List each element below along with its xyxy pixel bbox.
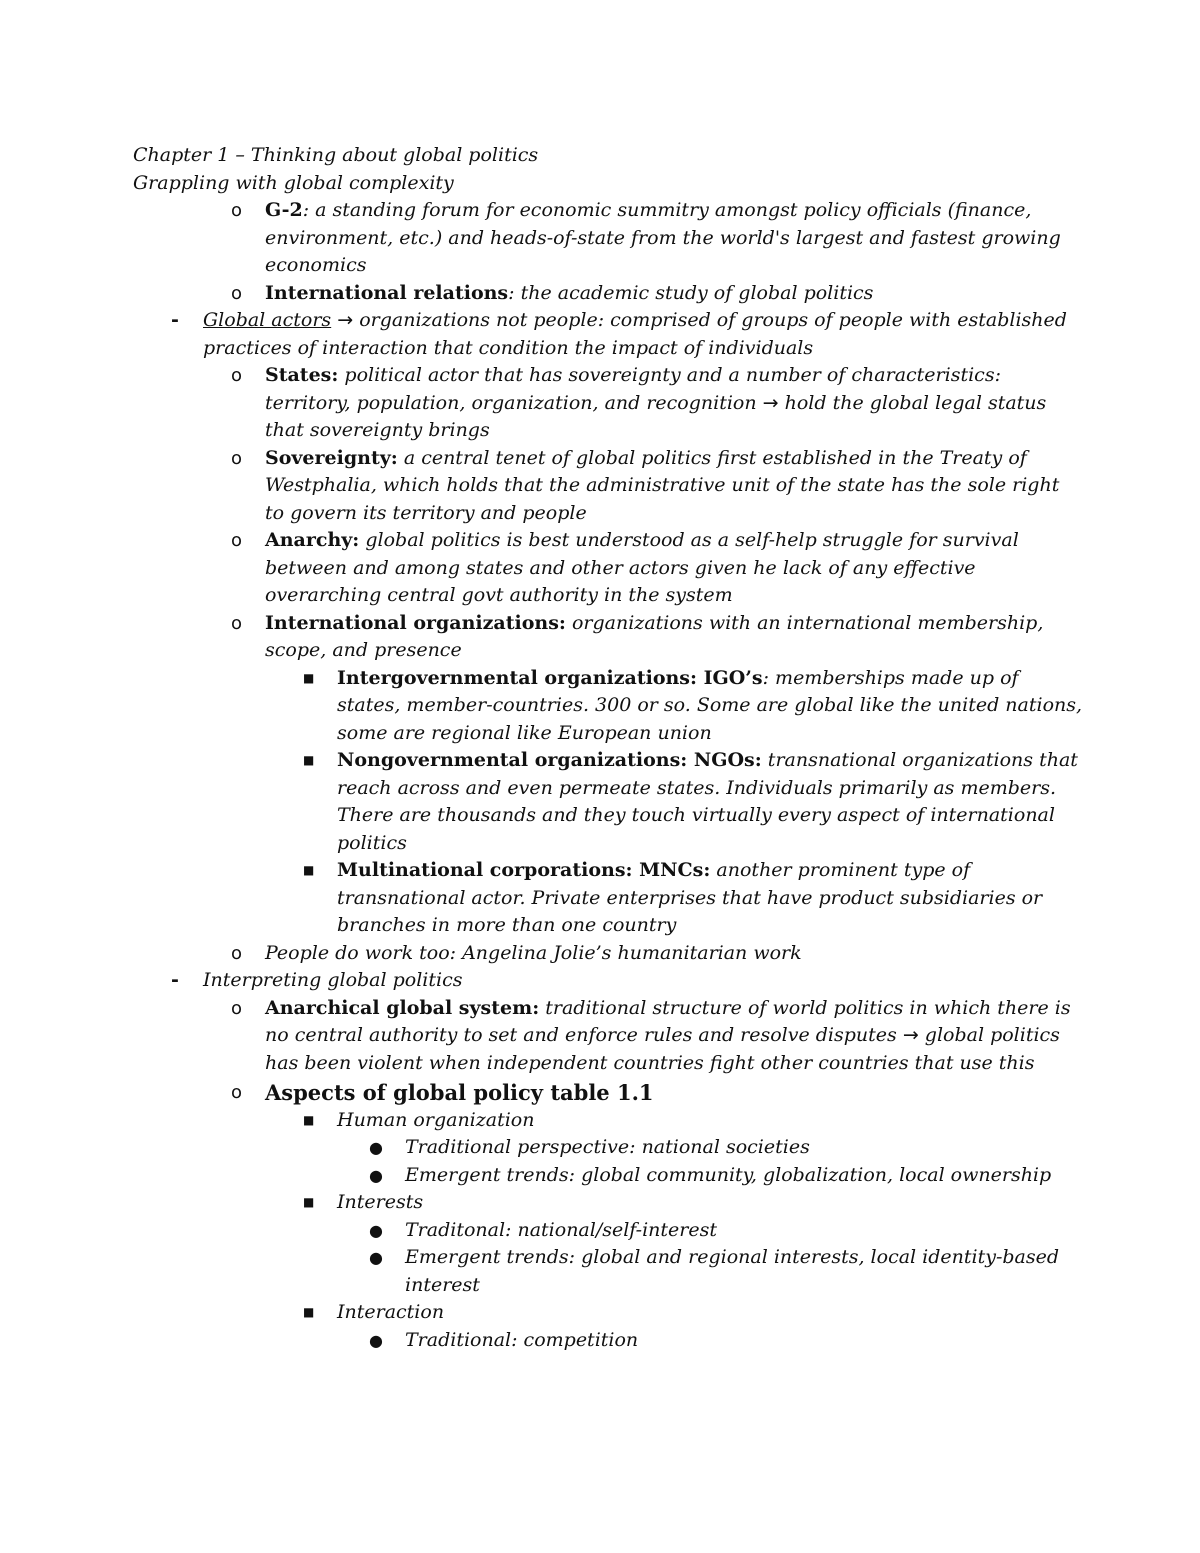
def-anarchical-b: global politics has been violent when independent countries fight other countries that use this (265, 1024, 1060, 1074)
term-anarchical-system: Anarchical global system: (265, 996, 540, 1019)
term-international-relations: International relations (265, 281, 509, 304)
text-people: People do work too: Angelina Jolie’s humanitarian work (265, 941, 802, 964)
square-bullet-icon: ■ (303, 753, 315, 767)
dot-bullet-icon: ● (369, 1138, 383, 1157)
term-g2: G-2 (265, 199, 303, 221)
list-item-interaction (303, 1299, 1083, 1327)
label-interests: Interests (337, 1191, 424, 1213)
document-body (133, 142, 1083, 1354)
list-item-people (231, 940, 1083, 968)
circle-bullet-icon: o (231, 997, 243, 1019)
list-item-anarchical-system (231, 995, 1083, 1078)
list-item-global-actors (171, 307, 1083, 362)
circle-bullet-icon: o (231, 447, 243, 469)
text-interaction-traditional: Traditional: competition (405, 1328, 639, 1351)
text-interests-emergent: Emergent trends: global and regional interests, local identity-based interest (405, 1246, 1060, 1296)
dot-bullet-icon: ● (369, 1248, 383, 1267)
arrow-right-icon: → (902, 1024, 919, 1046)
label-interaction: Interaction (337, 1301, 445, 1323)
def-anarchy: global politics is best understood as a self-help struggle for survival between and among states and other actors given he lack of any effective overarching central govt authority in the system (265, 529, 1019, 606)
list-item-igo (303, 665, 1083, 748)
list-item-interests (303, 1189, 1083, 1217)
def-ngo: transnational organizations that reach across and even permeate states. Individuals primarily as members. There are thousands and they touch virtually every aspect of international politics (337, 749, 1078, 854)
list-item-human-org-emergent (369, 1162, 1083, 1190)
square-bullet-icon: ■ (303, 670, 315, 685)
term-international-organizations: International organizations: (265, 611, 566, 634)
text-human-org-emergent: Emergent trends: global community, globalization, local ownership (405, 1163, 1052, 1186)
circle-bullet-icon: o (231, 365, 243, 386)
def-international-organizations: organizations with an international membership, scope, and presence (265, 611, 1044, 661)
list-item-anarchy (231, 527, 1083, 610)
term-igo: Intergovernmental organizations: IGO’s (337, 666, 763, 689)
dot-bullet-icon: ● (369, 1220, 383, 1240)
def-states-a: political actor that has sovereignty and a number of characteristics: territory, population, organization, and recognition (265, 364, 1001, 414)
section-heading: Grappling with global complexity (133, 171, 454, 194)
list-item-human-org-traditional (369, 1134, 1083, 1162)
list-item-states (231, 362, 1083, 445)
list-item-sovereignty (231, 445, 1083, 528)
term-global-actors: Global actors (203, 309, 332, 331)
list-item-ngo (303, 747, 1083, 857)
dash-bullet-icon: - (171, 309, 179, 331)
square-bullet-icon: ■ (303, 1112, 315, 1127)
arrow-right-icon: → (762, 391, 779, 414)
circle-bullet-icon: o (231, 282, 243, 304)
circle-bullet-icon: o (231, 612, 243, 634)
def-international-relations: : the academic study of global politics (508, 281, 874, 304)
circle-bullet-icon: o (231, 1082, 243, 1103)
dot-bullet-icon: ● (369, 1165, 383, 1185)
text-interpreting: Interpreting global politics (203, 969, 463, 991)
def-igo: : memberships made up of states, member-countries. 300 or so. Some are global like the united nations, some are regional like European union (337, 666, 1083, 744)
def-mnc: another prominent type of transnational actor. Private enterprises that have product subsidiaries or branches in more than one country (337, 859, 1043, 936)
list-item-human-organization (303, 1107, 1083, 1135)
term-ngo: Nongovernmental organizations: NGOs: (337, 749, 762, 771)
def-global-actors: organizations not people: comprised of groups of people with established practices of interaction that condition the impact of individuals (203, 309, 1067, 359)
list-item-g2 (231, 197, 1083, 280)
text-human-org-traditional: Traditional perspective: national societies (405, 1136, 810, 1158)
term-anarchy: Anarchy: (265, 529, 360, 551)
list-item-mnc (303, 857, 1083, 940)
list-item-interpreting (171, 967, 1083, 995)
list-item-international-relations (231, 280, 1083, 308)
list-item-aspects (231, 1079, 1083, 1107)
list-item-international-organizations (231, 610, 1083, 665)
list-item-interests-traditional (369, 1217, 1083, 1245)
square-bullet-icon: ■ (303, 1195, 315, 1209)
def-anarchical-a: traditional structure of world politics in which there is no central authority to set and enforce rules and resolve disputes (265, 996, 1071, 1046)
def-sovereignty: a central tenet of global politics first established in the Treaty of Westphalia, which holds that the administrative unit of the state has the sole right to govern its territory and people (265, 446, 1060, 524)
dash-bullet-icon: - (171, 969, 179, 991)
label-human-organization: Human organization (337, 1108, 535, 1131)
arrow-right-icon: → (337, 309, 354, 331)
def-states-b: hold the global legal status that sovereignty brings (265, 391, 1047, 441)
circle-bullet-icon: o (231, 530, 243, 551)
circle-bullet-icon: o (231, 200, 243, 221)
square-bullet-icon: ■ (303, 1305, 315, 1319)
text-interests-traditional: Traditonal: national/self-interest (405, 1218, 717, 1241)
circle-bullet-icon: o (231, 942, 243, 964)
list-item-interaction-traditional (369, 1327, 1083, 1355)
list-item-interests-emergent (369, 1244, 1083, 1299)
term-states: States: (265, 364, 339, 386)
text-aspects: Aspects of global policy table 1.1 (265, 1080, 654, 1105)
term-sovereignty: Sovereignty: (265, 446, 398, 469)
term-mnc: Multinational corporations: MNCs: (337, 859, 711, 881)
square-bullet-icon: ■ (303, 863, 315, 877)
chapter-heading: Chapter 1 – Thinking about global politics (133, 144, 539, 166)
def-g2: : a standing forum for economic summitry amongst policy officials (finance, environment, etc.) and heads-of-state from the world's largest and fastest growing economics (265, 199, 1061, 276)
dot-bullet-icon: ● (369, 1330, 383, 1350)
